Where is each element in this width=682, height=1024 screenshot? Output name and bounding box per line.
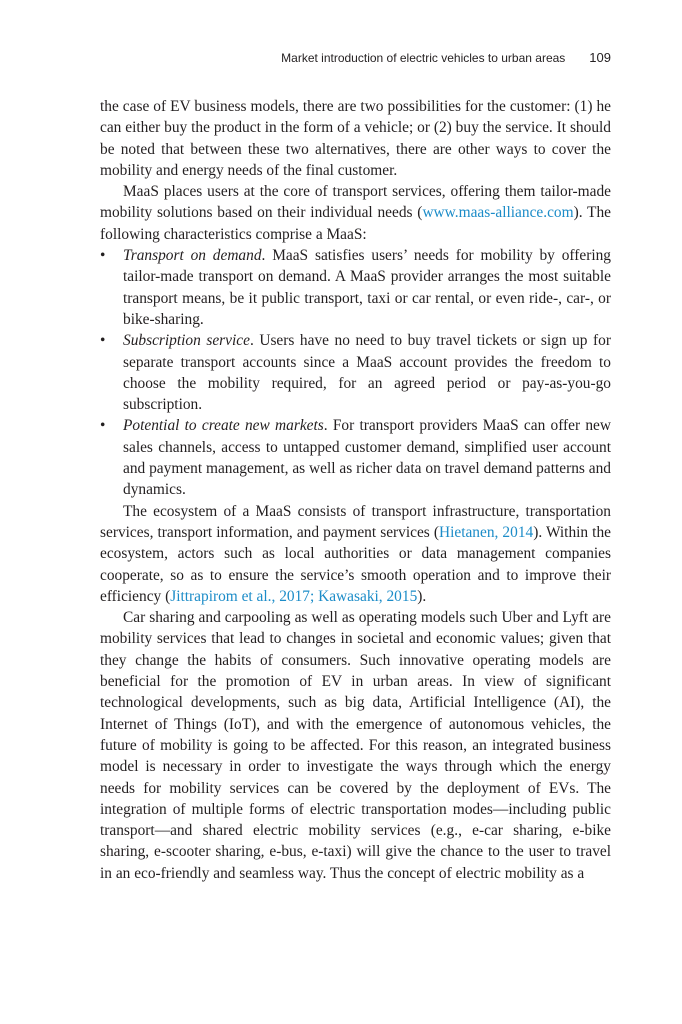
list-item-term: Potential to create new markets: [123, 417, 324, 435]
paragraph-2-text-a: MaaS places users at the core of transport services, offering them tailor-made mobility solutions based on their individual needs (: [100, 183, 611, 222]
bullet-icon: •: [100, 247, 106, 265]
list-item-term: Subscription service: [123, 332, 250, 350]
citation-hietanen-link[interactable]: Hietanen, 2014: [438, 523, 534, 541]
paragraph-3-text-b: ). Within the ecosystem, actors such as local authorities or data management companies cooperate, so as to ensure the service’s smooth operation and to improve their efficiency (: [100, 523, 611, 605]
running-title: Market introduction of electric vehicles to urban areas: [281, 51, 566, 65]
paragraph-3-text-a: The ecosystem of a MaaS consists of transport infrastructure, transportation services, transport information, and payment services (: [100, 502, 611, 541]
list-item: [100, 415, 611, 500]
list-item-text: . Users have no need to buy travel tickets or sign up for separate transport accounts since a MaaS account provides the freedom to choose the mobility required, for an agreed period or pay-as-you-go subscription.: [123, 332, 611, 414]
paragraph-1: the case of EV business models, there are two possibilities for the customer: (1) he can either buy the product in the form of a vehicle; or (2) buy the service. It should be noted that between these two alternatives, there are other ways to cover the mobility and energy needs of the final customer.: [100, 98, 611, 179]
bullet-icon: •: [100, 417, 106, 435]
page-header: [100, 50, 611, 68]
characteristics-list: [100, 245, 611, 501]
paragraph-3: [100, 501, 611, 607]
citation-jittrapirom-kawasaki-link[interactable]: Jittrapirom et al., 2017; Kawasaki, 2015: [170, 587, 418, 605]
list-item-text: . MaaS satisfies users’ needs for mobility by offering tailor-made transport on demand. A MaaS provider arranges the most suitable transport means, be it public transport, taxi or car rental, or even ride-, car-, or bike-sharing.: [123, 247, 611, 328]
list-item: [100, 330, 611, 415]
list-item: [100, 245, 611, 330]
paragraph-2: [100, 181, 611, 245]
body-text: [100, 96, 611, 884]
paragraph-3-text-c: ).: [417, 587, 427, 605]
maas-alliance-link[interactable]: www.maas-alliance.com: [422, 204, 574, 222]
list-item-term: Transport on demand: [123, 247, 262, 265]
bullet-icon: •: [100, 332, 106, 350]
list-item-text: . For transport providers MaaS can offer new sales channels, access to untapped customer demand, simplified user account and payment management, as well as richer data on travel demand patterns and dynamics.: [123, 417, 612, 499]
paragraph-4: Car sharing and carpooling as well as operating models such Uber and Lyft are mobility services that lead to changes in societal and economic values; given that they change the habits of consumers. Such innovative operating models are beneficial for the promotion of EV in urban areas. In view of significant technological developments, such as big data, Artificial Intelligence (AI), the Internet of Things (IoT), and with the emergence of autonomous vehicles, the future of mobility is going to be affected. For this reason, an integrated business model is necessary in order to investigate the ways through which the energy needs for mobility services can be covered by the deployment of EVs. The integration of multiple forms of electric transportation modes—including public transport—and shared electric mobility services (e.g., e-car sharing, e-bike sharing, e-scooter sharing, e-bus, e-taxi) will give the chance to the user to travel in an eco-friendly and seamless way. Thus the concept of electric mobility as a: [100, 609, 611, 882]
paragraph-2-text-b: ). The following characteristics comprise a MaaS:: [100, 204, 611, 243]
page-number: 109: [589, 50, 611, 65]
